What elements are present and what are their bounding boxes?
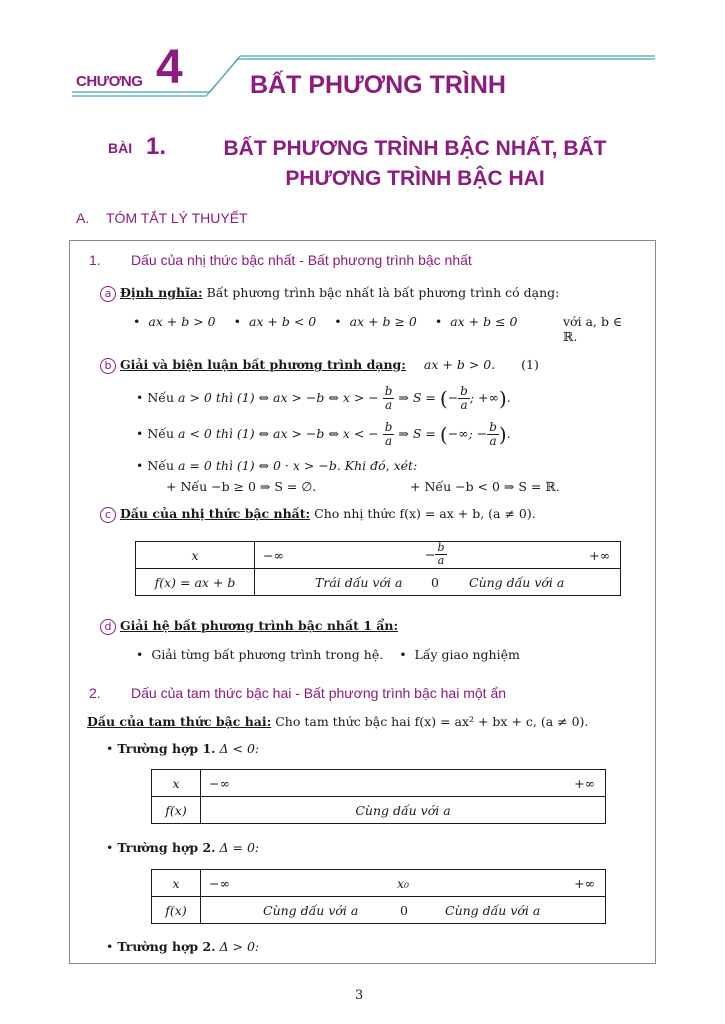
item-d-bullets: • Giải từng bất phương trình trong hệ. • Lấy giao nghiệm	[136, 647, 520, 662]
case3-sub1: + Nếu −b ≥ 0 ⇒ S = ∅.	[166, 479, 317, 494]
frac-den: a	[385, 434, 393, 448]
item-a-forms: • ax + b > 0 • ax + b < 0 • ax + b ≥ 0 • ax + b ≤ 0	[133, 314, 518, 329]
lesson-label: BÀI	[108, 140, 133, 156]
t3-pos-inf: +∞	[574, 876, 595, 891]
page-number: 3	[355, 988, 364, 1003]
item-c-heading	[100, 506, 536, 523]
t2-fx-header: f(x)	[152, 797, 201, 824]
condition-line1: với a, b ∈	[563, 314, 623, 329]
case1-prefix: Nếu	[147, 390, 175, 405]
t3-left-sign: Cùng dấu với a	[263, 903, 359, 918]
case2-prefix: Nếu	[147, 426, 175, 441]
case-delta-negative-label: Trường hợp 1.	[117, 741, 216, 756]
case1-interval-end: ; +∞	[469, 390, 499, 405]
t2-pos-inf: +∞	[574, 776, 595, 791]
part1-number: 1.	[89, 252, 101, 268]
item-a-definition	[100, 285, 559, 302]
part2-title: Dấu của tam thức bậc hai - Bất phương trình bậc hai một ẩn	[131, 685, 507, 701]
part1-title: Dấu của nhị thức bậc nhất - Bất phương trình bậc nhất	[131, 252, 472, 268]
item-c-text: Cho nhị thức f(x) = ax + b, (a ≠ 0).	[314, 506, 536, 521]
case3-text: a = 0 thì (1) ⇔ 0 · x > −b. Khi đó, xét:	[178, 458, 418, 473]
theory-box	[69, 240, 656, 964]
table1-fx-row	[255, 569, 621, 596]
t3-fx-header: f(x)	[152, 897, 201, 924]
item-c-term: Dấu của nhị thức bậc nhất:	[119, 506, 311, 521]
frac-den: a	[460, 398, 468, 412]
case2-text: a < 0 thì (1) ⇔ ax > −b ⇔ x < −	[178, 426, 379, 441]
t3-x-row	[201, 870, 606, 897]
case1-frac	[383, 385, 395, 412]
case-delta-positive-label: Trường hợp 2.	[117, 939, 216, 954]
case-delta-negative-cond: Δ < 0:	[219, 741, 260, 756]
frac-num: b	[489, 420, 497, 434]
part2-number: 2.	[89, 685, 101, 701]
case2-line: • Nếu a < 0 thì (1) ⇔ ax > −b ⇔ x < − $\frac{b}{a}$ ⇒ S = (−∞; − $\frac{b}{a}$ ).	[136, 420, 511, 448]
item-a-term: Định nghĩa:	[119, 285, 203, 300]
lesson-number: 1.	[146, 133, 167, 160]
item-d-heading	[100, 618, 398, 635]
case2-interval-start: −∞; −	[447, 426, 488, 441]
part1-heading	[89, 252, 472, 268]
t3-fx-row	[201, 897, 606, 924]
frac-num: b	[460, 384, 468, 398]
item-a-condition	[563, 314, 622, 344]
item-b-term: Giải và biện luận bất phương trình dạng:	[119, 357, 406, 372]
table1-neg-inf: −∞	[263, 548, 284, 563]
item-d-bullet-1: Giải từng bất phương trình trong hệ.	[151, 647, 384, 662]
table1-zero: 0	[431, 575, 439, 590]
t2-sign: Cùng dấu với a	[201, 797, 606, 824]
table1-pos-inf: +∞	[589, 548, 610, 563]
item-b-marker: b	[100, 358, 116, 374]
table1-root-den: a	[437, 554, 445, 567]
section-a-title: TÓM TẮT LÝ THUYẾT	[106, 210, 248, 226]
table1-root-num: b	[437, 541, 445, 554]
t3-zero: 0	[400, 903, 408, 918]
section-a-label: A.	[76, 210, 90, 226]
lesson-title	[205, 134, 625, 194]
item-a-marker: a	[100, 286, 116, 302]
table1-root-sign: −	[425, 547, 436, 562]
case-delta-zero: • Trường hợp 2. Δ = 0:	[106, 840, 260, 855]
chapter-label: CHƯƠNG	[76, 73, 143, 90]
t3-neg-inf: −∞	[209, 876, 230, 891]
trinomial-table-delta-negative	[151, 769, 606, 824]
frac-num: b	[384, 420, 393, 434]
case1-frac2	[458, 385, 470, 412]
case2-frac2	[487, 421, 499, 448]
case3-sub2: + Nếu −b < 0 ⇒ S = ℝ.	[410, 479, 560, 494]
lesson-title-line2: PHƯƠNG TRÌNH BẬC HAI	[285, 167, 545, 190]
table1-root	[425, 542, 447, 567]
chapter-number: 4	[156, 41, 183, 94]
item-a-text: Bất phương trình bậc nhất là bất phương trình có dạng:	[206, 285, 560, 300]
t2-x-header: x	[152, 770, 201, 797]
condition-line2: ℝ.	[563, 329, 578, 344]
item-d-term: Giải hệ bất phương trình bậc nhất 1 ẩn:	[119, 618, 399, 633]
table1-x-row	[255, 542, 621, 569]
form-2: ax + b < 0	[248, 314, 317, 329]
item-b-tag: (1)	[521, 357, 539, 372]
frac-den: a	[385, 398, 393, 412]
t2-x-row	[201, 770, 606, 797]
frac-den: a	[489, 434, 497, 448]
t3-right-sign: Cùng dấu với a	[445, 903, 541, 918]
case1-line: • Nếu a > 0 thì (1) ⇔ ax > −b ⇔ x > − $\frac{b}{a}$ ⇒ S = (− $\frac{b}{a}$ ; +∞).	[136, 384, 511, 412]
form-1: ax + b > 0	[148, 314, 216, 329]
case1-text: a > 0 thì (1) ⇔ ax > −b ⇔ x > −	[178, 390, 379, 405]
section-a-heading	[76, 210, 248, 226]
part2-text: Cho tam thức bậc hai f(x) = ax² + bx + c, (a ≠ 0).	[275, 714, 589, 729]
part2-intro	[87, 714, 588, 729]
case-delta-zero-cond: Δ = 0:	[219, 840, 260, 855]
case-delta-positive-cond: Δ > 0:	[219, 939, 260, 954]
t2-neg-inf: −∞	[209, 776, 230, 791]
table1-right-sign: Cùng dấu với a	[469, 575, 565, 590]
case2-mid: ⇒ S =	[398, 426, 436, 441]
lesson-title-line1: BẤT PHƯƠNG TRÌNH BẬC NHẤT, BẤT	[223, 137, 607, 160]
table1-fx-header: f(x) = ax + b	[136, 569, 255, 596]
case-delta-negative: • Trường hợp 1. Δ < 0:	[106, 741, 260, 756]
part2-term: Dấu của tam thức bậc hai:	[87, 714, 272, 729]
item-c-marker: c	[100, 507, 116, 523]
case1-mid: ⇒ S =	[398, 390, 436, 405]
case2-frac	[383, 421, 395, 448]
binomial-sign-table	[135, 541, 621, 596]
case3-prefix: Nếu	[147, 458, 175, 473]
item-b-heading	[100, 357, 539, 374]
table1-left-sign: Trái dấu với a	[315, 575, 403, 590]
frac-num: b	[384, 384, 393, 398]
case3-line: • Nếu a = 0 thì (1) ⇔ 0 · x > −b. Khi đó, xét:	[136, 458, 418, 473]
item-d-bullet-2: Lấy giao nghiệm	[414, 647, 520, 662]
table1-x-header: x	[136, 542, 255, 569]
item-d-marker: d	[100, 619, 116, 635]
form-4: ax + b ≤ 0	[450, 314, 518, 329]
case-delta-zero-label: Trường hợp 2.	[117, 840, 216, 855]
form-3: ax + b ≥ 0	[349, 314, 417, 329]
chapter-title: BẤT PHƯƠNG TRÌNH	[250, 71, 506, 99]
t3-x-header: x	[152, 870, 201, 897]
part2-heading	[89, 685, 507, 701]
item-b-equation: ax + b > 0.	[423, 357, 496, 372]
trinomial-table-delta-zero	[151, 869, 606, 924]
case-delta-positive: • Trường hợp 2. Δ > 0:	[106, 939, 260, 954]
t3-root: x₀	[397, 876, 410, 891]
